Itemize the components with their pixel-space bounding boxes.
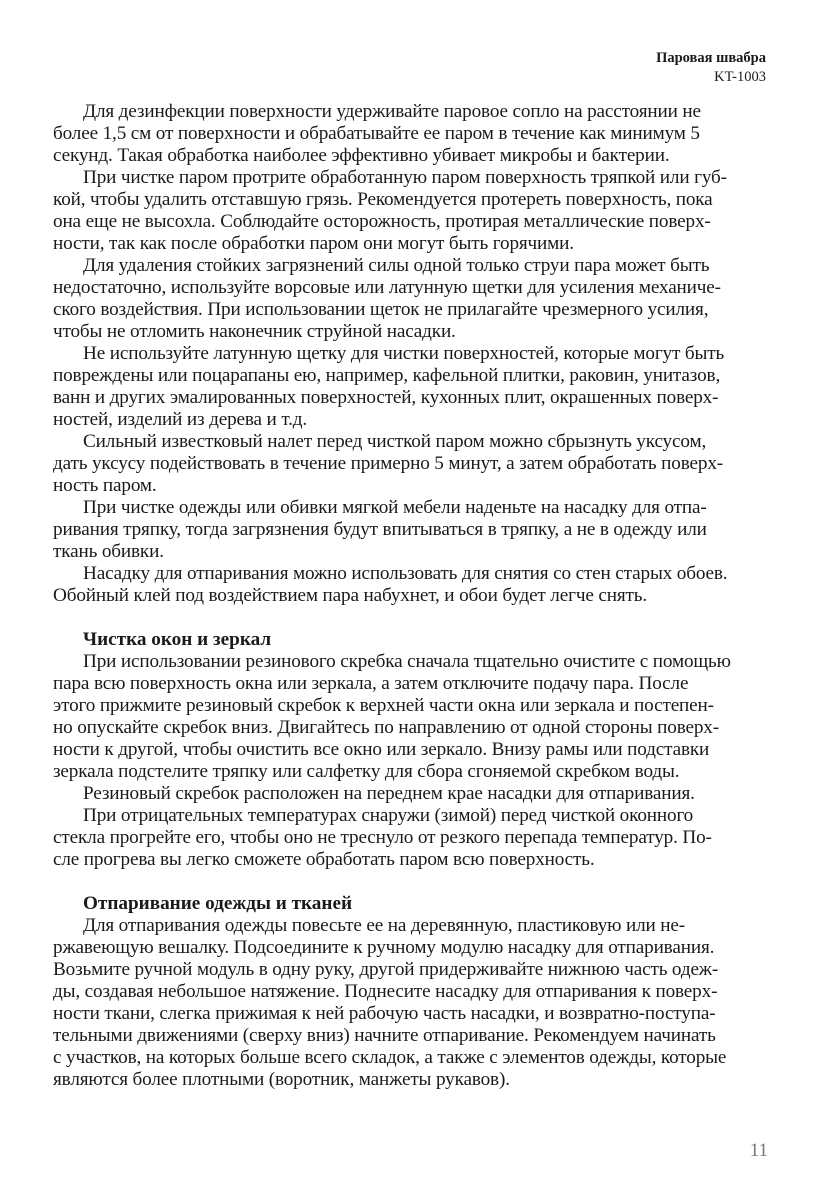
paragraph-line: ды, создавая небольшое натяжение. Поднесите насадку для отпаривания к поверх-: [53, 981, 718, 1002]
running-header: [656, 49, 766, 87]
paragraph-line: ность паром.: [53, 475, 157, 496]
paragraph-line: являются более плотными (воротник, манжеты рукавов).: [53, 1069, 510, 1090]
paragraph-line: сле прогрева вы легко сможете обработать паром всю поверхность.: [53, 849, 595, 870]
paragraph-first-line: Не используйте латунную щетку для чистки поверхностей, которые могут быть: [83, 343, 725, 364]
page-number: 11: [749, 1140, 768, 1161]
paragraph-first-line: При чистке паром протрите обработанную паром поверхность тряпкой или губ-: [83, 167, 727, 188]
paragraph-line: зеркала подстелите тряпку или салфетку для сбора сгоняемой скребком воды.: [53, 761, 680, 782]
paragraph-line: тельными движениями (сверху вниз) начните отпаривание. Рекомендуем начинать: [53, 1025, 716, 1046]
paragraph-line: с участков, на которых больше всего складок, а также с элементов одежды, которые: [53, 1047, 727, 1068]
paragraph-first-line: Для дезинфекции поверхности удерживайте паровое сопло на расстоянии не: [83, 101, 701, 122]
paragraph-first-line: При отрицательных температурах снаружи (зимой) перед чисткой оконного: [83, 805, 694, 826]
paragraph-line: но опускайте скребок вниз. Двигайтесь по направлению от одной стороны поверх-: [53, 717, 719, 738]
section-heading: Отпаривание одежды и тканей: [83, 893, 353, 914]
paragraph-line: ривания тряпку, тогда загрязнения будут впитываться в тряпку, а не в одежду или: [53, 519, 707, 540]
paragraph-line: ности к другой, чтобы очистить все окно или зеркало. Внизу рамы или подставки: [53, 739, 710, 760]
paragraph-line: ткань обивки.: [53, 541, 164, 562]
document-body: [53, 101, 773, 1091]
paragraph-line: стекла прогрейте его, чтобы оно не треснуло от резкого перепада температур. По-: [53, 827, 712, 848]
paragraph-line: она еще не высохла. Соблюдайте осторожность, протирая металлические поверх-: [53, 211, 711, 232]
paragraph-first-line: Насадку для отпаривания можно использовать для снятия со стен старых обоев.: [83, 563, 728, 584]
paragraph-line: ности, так как после обработки паром они могут быть горячими.: [53, 233, 574, 254]
header-model: KT-1003: [714, 69, 766, 85]
paragraph-line: ского воздействия. При использовании щеток не прилагайте чрезмерного усилия,: [53, 299, 709, 320]
paragraph-line: этого прижмите резиновый скребок к верхней части окна или зеркала и постепен-: [53, 695, 714, 716]
paragraph-line: ржавеющую вешалку. Подсоедините к ручному модулю насадку для отпаривания.: [53, 937, 715, 958]
paragraph-line: ности ткани, слегка прижимая к ней рабочую часть насадки, и возвратно-поступа-: [53, 1003, 716, 1024]
paragraph-line: кой, чтобы удалить отставшую грязь. Рекомендуется протереть поверхность, пока: [53, 189, 713, 210]
paragraph-line: более 1,5 см от поверхности и обрабатывайте ее паром в течение как минимум 5: [53, 123, 700, 144]
paragraph-line: секунд. Такая обработка наиболее эффективно убивает микробы и бактерии.: [53, 145, 670, 166]
paragraph-line: повреждены или поцарапаны ею, например, кафельной плитки, раковин, унитазов,: [53, 365, 721, 386]
paragraph-first-line: Резиновый скребок расположен на переднем крае насадки для отпаривания.: [83, 783, 695, 804]
paragraph-first-line: Сильный известковый налет перед чисткой паром можно сбрызнуть уксусом,: [83, 431, 707, 452]
paragraph-first-line: При чистке одежды или обивки мягкой мебели наденьте на насадку для отпа-: [83, 497, 707, 518]
paragraph-line: дать уксусу подействовать в течение примерно 5 минут, а затем обработать поверх-: [53, 453, 724, 474]
paragraph-line: чтобы не отломить наконечник струйной насадки.: [53, 321, 456, 342]
header-title: Паровая швабра: [656, 50, 766, 66]
paragraph-first-line: Для удаления стойких загрязнений силы одной только струи пара может быть: [83, 255, 710, 276]
paragraph-first-line: Для отпаривания одежды повесьте ее на деревянную, пластиковую или не-: [83, 915, 686, 936]
paragraph-line: ванн и других эмалированных поверхностей, кухонных плит, окрашенных поверх-: [53, 387, 719, 408]
section-gap: [53, 871, 773, 893]
section-heading: Чистка окон и зеркал: [83, 629, 272, 650]
paragraph-line: пара всю поверхность окна или зеркала, а затем отключите подачу пара. После: [53, 673, 689, 694]
paragraph-line: ностей, изделий из дерева и т.д.: [53, 409, 308, 430]
paragraph-line: недостаточно, используйте ворсовые или латунную щетки для усиления механиче-: [53, 277, 721, 298]
paragraph-line: Обойный клей под воздействием пара набухнет, и обои будет легче снять.: [53, 585, 647, 606]
section-gap: [53, 607, 773, 629]
paragraph-first-line: При использовании резинового скребка сначала тщательно очистите с помощью: [83, 651, 731, 672]
paragraph-line: Возьмите ручной модуль в одну руку, другой придерживайте нижнюю часть одеж-: [53, 959, 719, 980]
